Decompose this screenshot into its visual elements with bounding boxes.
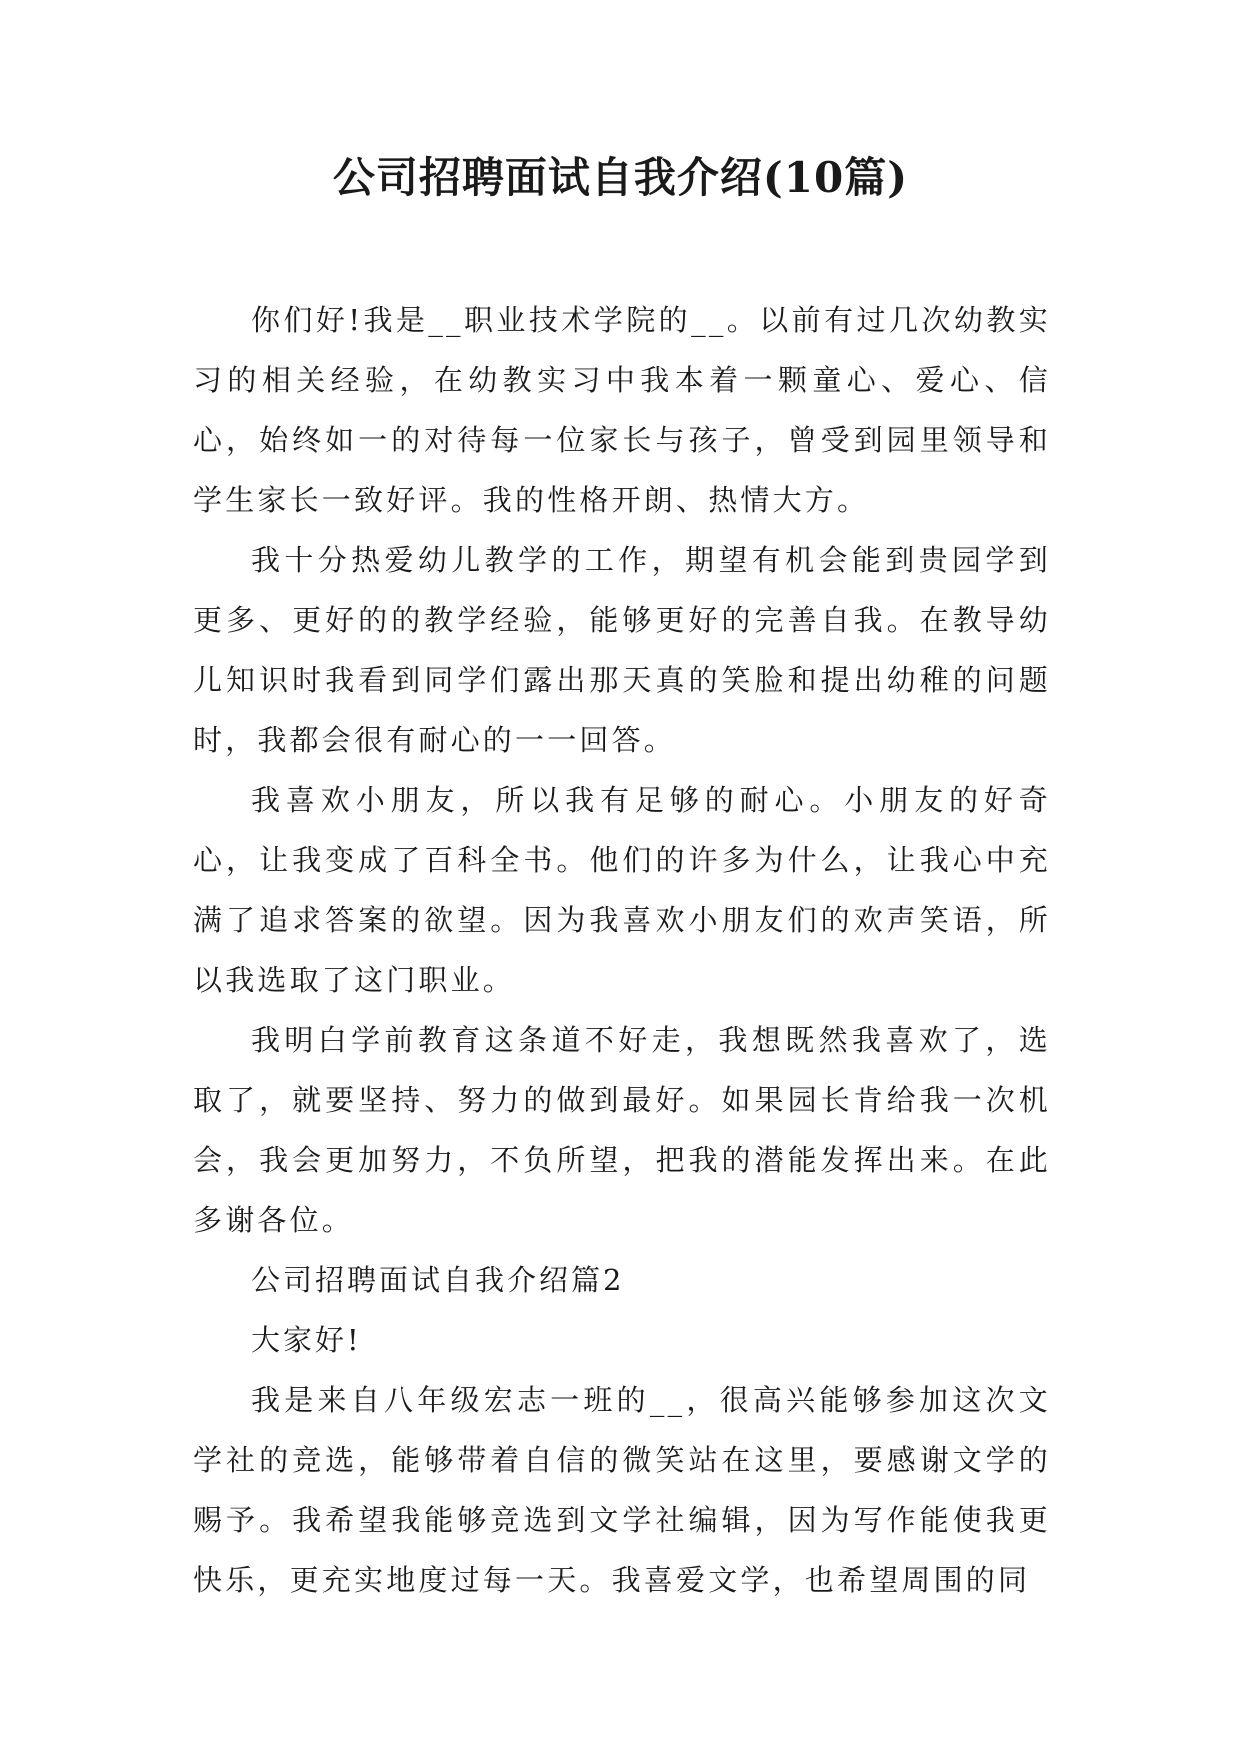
document-title: 公司招聘面试自我介绍(10篇) bbox=[332, 153, 909, 202]
paragraph-2: 我十分热爱幼儿教学的工作，期望有机会能到贵园学到更多、更好的的教学经验，能够更好的完善自我。在教导幼儿知识时我看到同学们露出那天真的笑脸和提出幼稚的问题时，我都会很有耐心的一一回答。 bbox=[193, 543, 1051, 757]
paragraph-3: 我喜欢小朋友，所以我有足够的耐心。小朋友的好奇心，让我变成了百科全书。他们的许多为什么，让我心中充满了追求答案的欲望。因为我喜欢小朋友们的欢声笑语，所以我选取了这门职业。 bbox=[193, 783, 1051, 997]
section-2-greeting: 大家好! bbox=[251, 1323, 362, 1357]
paragraph-1: 你们好!我是__职业技术学院的__。以前有过几次幼教实习的相关经验，在幼教实习中我本着一颗童心、爱心、信心，始终如一的对待每一位家长与孩子，曾受到园里领导和学生家长一致好评。我的性格开朗、热情大方。 bbox=[193, 303, 1051, 517]
paragraph-4: 我明白学前教育这条道不好走，我想既然我喜欢了，选取了，就要坚持、努力的做到最好。如果园长肯给我一次机会，我会更加努力，不负所望，把我的潜能发挥出来。在此多谢各位。 bbox=[193, 1023, 1051, 1237]
section-2-paragraph: 我是来自八年级宏志一班的__，很高兴能够参加这次文学社的竞选，能够带着自信的微笑站在这里，要感谢文学的赐予。我希望我能够竞选到文学社编辑，因为写作能使我更快乐，更充实地度过每一天。我喜爱文学，也希望周围的同 bbox=[193, 1383, 1051, 1597]
section-2-heading: 公司招聘面试自我介绍篇2 bbox=[251, 1263, 625, 1297]
document-body bbox=[193, 290, 1051, 1610]
